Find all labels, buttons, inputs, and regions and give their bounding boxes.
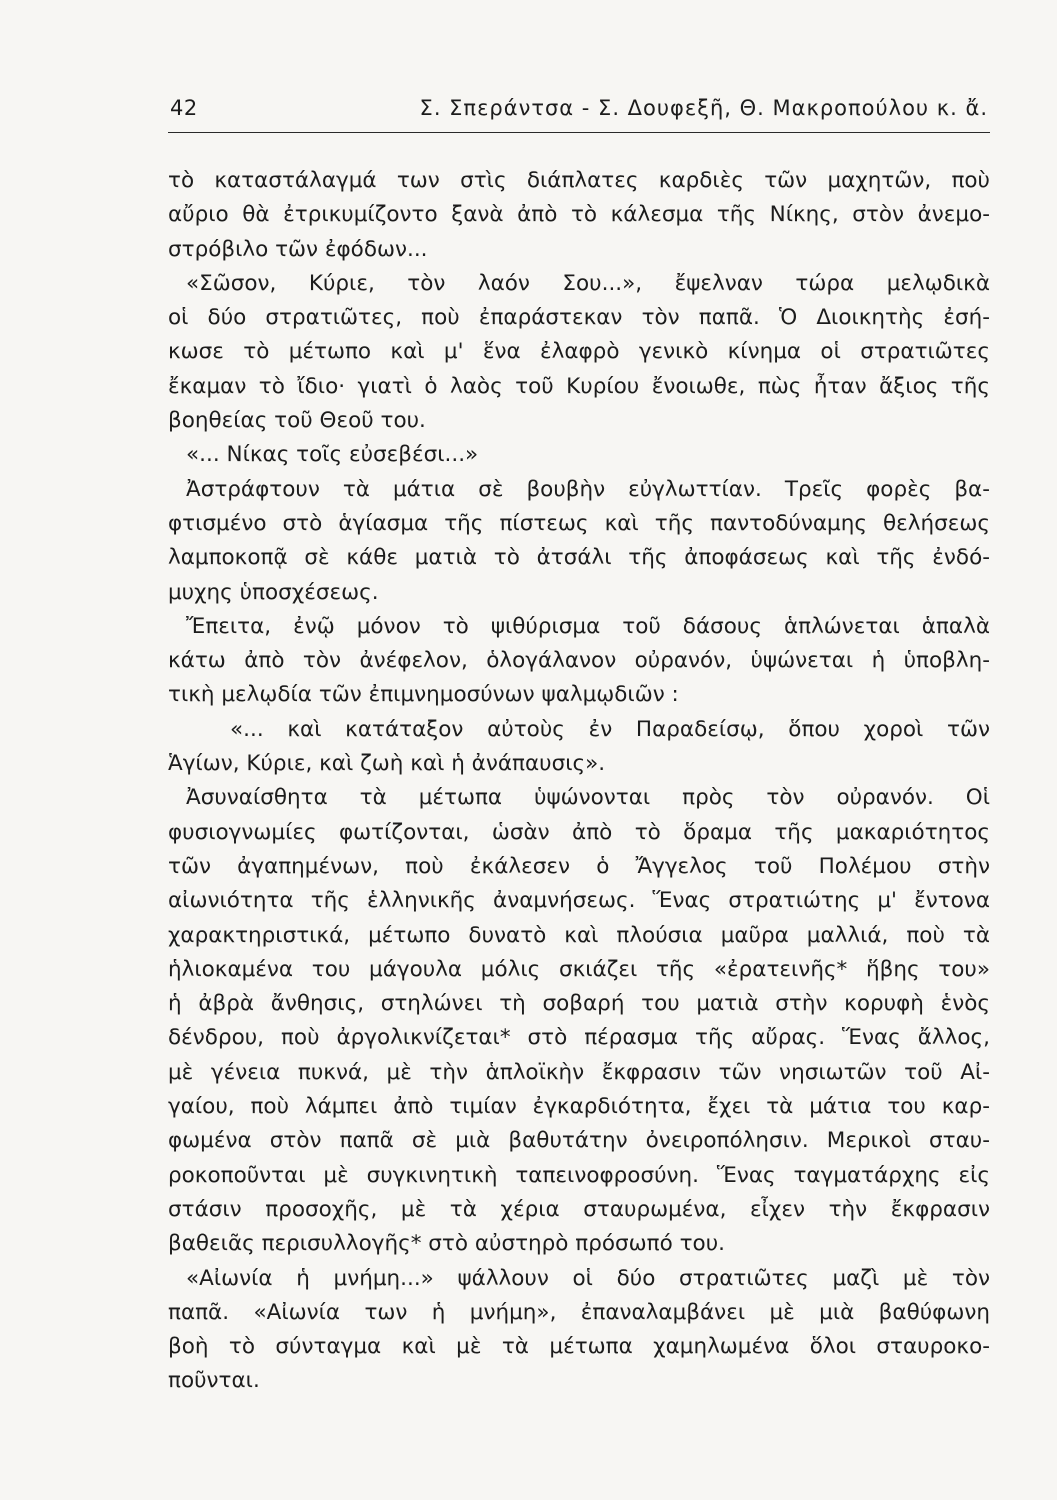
text-line: λαμποκοπᾷ σὲ κάθε ματιὰ τὸ ἀτσάλι τῆς ἀποφάσεως καὶ τῆς ἐνδό- (168, 545, 990, 571)
text-line: μὲ γένεια πυκνά, μὲ τὴν ἁπλοϊκὴν ἔκφρασιν τῶν νησιωτῶν τοῦ Αἰ- (168, 1059, 990, 1085)
text-line: Ἁγίων, Κύριε, καὶ ζωὴ καὶ ἡ ἀνάπαυσις». (168, 751, 606, 777)
text-line: βοὴ τὸ σύνταγμα καὶ μὲ τὰ μέτωπα χαμηλωμένα ὅλοι σταυροκο- (168, 1334, 990, 1360)
text-line: τικὴ μελῳδία τῶν ἐπιμνημοσύνων ψαλμῳδιῶν : (168, 682, 679, 708)
text-line: τὸ καταστάλαγμά των στὶς διάπλατες καρδιὲς τῶν μαχητῶν, ποὺ (168, 168, 990, 193)
text-line: βοηθείας τοῦ Θεοῦ του. (168, 408, 426, 434)
text-line: «Αἰωνία ἡ μνήμη...» ψάλλουν οἱ δύο στρατιῶτες μαζὶ μὲ τὸν (186, 1265, 990, 1291)
text-line: «... καὶ κατάταξον αὐτοὺς ἐν Παραδείσῳ, ὅπου χοροὶ τῶν (230, 716, 990, 742)
text-line: οἱ δύο στρατιῶτες, ποὺ ἐπαράστεκαν τὸν παπᾶ. Ὁ Διοικητὴς ἐσή- (168, 305, 990, 331)
text-line: βαθειᾶς περισυλλογῆς* στὸ αὐστηρὸ πρόσωπό του. (168, 1231, 725, 1257)
text-line: «... Νίκας τοῖς εὐσεβέσι...» (186, 442, 479, 468)
text-line: τῶν ἀγαπημένων, ποὺ ἐκάλεσεν ὁ Ἄγγελος τοῦ Πολέμου στὴν (168, 853, 990, 879)
text-line: στάσιν προσοχῆς, μὲ τὰ χέρια σταυρωμένα, εἶχεν τὴν ἔκφρασιν (168, 1196, 990, 1222)
text-line: φτισμένο στὸ ἁγίασμα τῆς πίστεως καὶ τῆς παντοδύναμης θελήσεως (168, 510, 990, 536)
text-line: ἡ ἀβρὰ ἄνθησις, στηλώνει τὴ σοβαρή του ματιὰ στὴν κορυφὴ ἑνὸς (168, 991, 990, 1017)
text-line: αἰωνιότητα τῆς ἑλληνικῆς ἀναμνήσεως. Ἕνας στρατιώτης μ' ἔντονα (168, 888, 990, 914)
text-line: χαρακτηριστικά, μέτωπο δυνατὸ καὶ πλούσια μαῦρα μαλλιά, ποὺ τὰ (168, 922, 990, 948)
page-number: 42 (170, 96, 198, 120)
text-line: Ἀσυναίσθητα τὰ μέτωπα ὑψώνονται πρὸς τὸν οὐρανόν. Οἱ (186, 785, 990, 811)
text-line: ποῦνται. (168, 1368, 260, 1394)
text-line: Ἀστράφτουν τὰ μάτια σὲ βουβὴν εὐγλωττίαν. Τρεῖς φορὲς βα- (186, 476, 990, 502)
text-line: Ἔπειτα, ἐνῷ μόνον τὸ ψιθύρισμα τοῦ δάσους ἁπλώνεται ἁπαλὰ (186, 613, 990, 639)
text-line: φωμένα στὸν παπᾶ σὲ μιὰ βαθυτάτην ὀνειροπόλησιν. Μερικοὶ σταυ- (168, 1128, 990, 1154)
body-text (168, 164, 990, 1399)
text-line: στρόβιλο τῶν ἐφόδων... (168, 236, 428, 262)
text-line: δένδρου, ποὺ ἀργολικνίζεται* στὸ πέρασμα τῆς αὔρας. Ἕνας ἄλλος, (168, 1025, 990, 1051)
text-line: κάτω ἀπὸ τὸν ἀνέφελον, ὁλογάλανον οὐρανόν, ὑψώνεται ἡ ὑποβλη- (168, 648, 990, 674)
text-line: γαίου, ποὺ λάμπει ἀπὸ τιμίαν ἐγκαρδιότητα, ἔχει τὰ μάτια του καρ- (168, 1094, 990, 1120)
text-line: κωσε τὸ μέτωπο καὶ μ' ἕνα ἐλαφρὸ γενικὸ κίνημα οἱ στρατιῶτες (168, 339, 990, 365)
page-header (170, 96, 988, 126)
text-line: ἔκαμαν τὸ ἴδιο· γιατὶ ὁ λαὸς τοῦ Κυρίου ἔνοιωθε, πὼς ἦταν ἄξιος τῆς (168, 373, 990, 399)
running-title: Σ. Σπεράντσα - Σ. Δουφεξῆ, Θ. Μακροπούλου κ. ἄ. (419, 96, 988, 120)
text-line: ροκοποῦνται μὲ συγκινητικὴ ταπεινοφροσύνη. Ἕνας ταγματάρχης εἰς (168, 1162, 990, 1188)
text-line: παπᾶ. «Αἰωνία των ἡ μνήμη», ἐπαναλαμβάνει μὲ μιὰ βαθύφωνη (168, 1299, 990, 1325)
text-line: αὔριο θὰ ἐτρικυμίζοντο ξανὰ ἀπὸ τὸ κάλεσμα τῆς Νίκης, στὸν ἀνεμο- (168, 202, 990, 228)
text-line: μυχης ὑποσχέσεως. (168, 579, 379, 605)
text-line: ἡλιοκαμένα του μάγουλα μόλις σκιάζει τῆς «ἐρατεινῆς* ἥβης του» (168, 956, 990, 982)
text-line: «Σῶσον, Κύριε, τὸν λαόν Σου...», ἔψελναν τώρα μελῳδικὰ (186, 270, 990, 296)
header-rule (168, 132, 990, 133)
text-line: φυσιογνωμίες φωτίζονται, ὡσὰν ἀπὸ τὸ ὅραμα τῆς μακαριότητος (168, 819, 990, 845)
